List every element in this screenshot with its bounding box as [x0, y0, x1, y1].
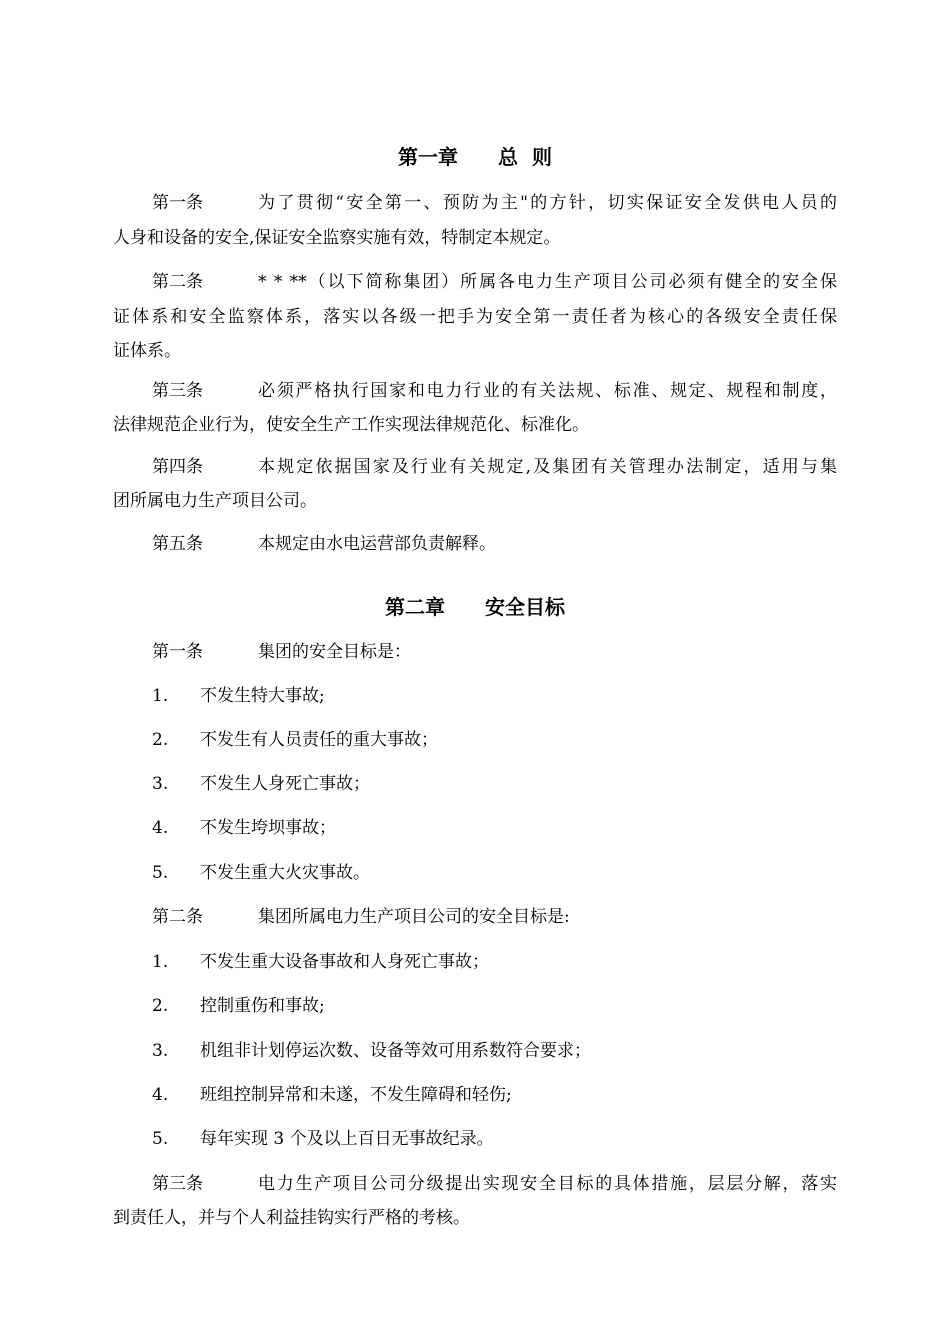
article-text: 集团所属电力生产项目公司的安全目标是:	[258, 907, 570, 927]
article-label: 第二条	[152, 907, 203, 927]
list-item-number: 3.	[152, 774, 169, 794]
list-item-number: 3.	[152, 1041, 169, 1061]
list-item-text: 不发生人身死亡事故；	[200, 774, 370, 794]
ch1-article-3	[152, 380, 837, 402]
article-text: 集团的安全目标是：	[258, 642, 411, 662]
list-item	[152, 817, 336, 839]
article-label: 第二条	[152, 272, 203, 292]
list-item	[152, 1040, 591, 1062]
list-item	[152, 729, 438, 751]
list-item-number: 5.	[152, 863, 169, 883]
list-item-text: 机组非计划停运次数、设备等效可用系数符合要求；	[200, 1041, 591, 1061]
article-text: 必须严格执行国家和电力行业的有关法规、标准、规定、规程和制度，	[258, 381, 837, 401]
list-item-number: 4.	[152, 1085, 169, 1105]
ch2-article-1	[152, 641, 411, 663]
list-item-text: 不发生有人员责任的重大事故；	[200, 730, 438, 750]
list-item-text: 不发生重大设备事故和人身死亡事故；	[200, 952, 489, 972]
article-text: * * **（以下简称集团）所属各电力生产项目公司必须有健全的安全保	[258, 272, 837, 292]
list-item	[152, 951, 489, 973]
list-item-number: 2.	[152, 996, 169, 1016]
list-item	[152, 995, 325, 1017]
list-item-text: 班组控制异常和未遂，不发生障碍和轻伤;	[200, 1085, 512, 1105]
ch1-article-2-cont: 证体系和安全监察体系，落实以各级一把手为安全第一责任者为核心的各级安全责任保	[113, 307, 837, 327]
article-text: 电力生产项目公司分级提出实现安全目标的具体措施，层层分解，落实	[258, 1174, 837, 1194]
list-item-text: 不发生垮坝事故；	[200, 818, 336, 838]
ch1-article-3-cont: 法律规范企业行为，使安全生产工作实现法律规范化、标准化。	[113, 415, 589, 435]
chapter-1-title: 第一章 总 则	[398, 145, 552, 169]
article-text: 本规定由水电运营部负责解释。	[258, 534, 496, 554]
article-label: 第一条	[152, 193, 203, 213]
ch1-article-2-cont: 证体系。	[113, 341, 181, 361]
list-item	[152, 685, 325, 707]
list-item	[152, 1084, 512, 1106]
list-item-text: 不发生重大火灾事故。	[200, 863, 370, 883]
article-label: 第三条	[152, 381, 203, 401]
list-item-number: 1.	[152, 952, 169, 972]
ch1-article-2	[152, 271, 837, 293]
article-label: 第一条	[152, 642, 203, 662]
list-item-number: 4.	[152, 818, 169, 838]
article-text: 为了贯彻“安全第一、预防为主"的方针，切实保证安全发供电人员的	[258, 193, 837, 213]
article-label: 第四条	[152, 457, 203, 477]
ch1-article-1-cont: 人身和设备的安全,保证安全监察实施有效，特制定本规定。	[113, 228, 561, 248]
ch1-article-5	[152, 533, 496, 555]
list-item-text: 不发生特大事故;	[200, 686, 325, 706]
article-text: 本规定依据国家及行业有关规定,及集团有关管理办法制定，适用与集	[258, 457, 837, 477]
ch2-article-3-cont: 到责任人，并与个人利益挂钩实行严格的考核。	[113, 1208, 470, 1228]
list-item	[152, 862, 370, 884]
list-item	[152, 1128, 494, 1150]
chapter-2-title: 第二章 安全目标	[385, 595, 565, 619]
article-label: 第三条	[152, 1174, 203, 1194]
ch2-article-3	[152, 1173, 837, 1195]
list-item-number: 5.	[152, 1129, 169, 1149]
list-item	[152, 773, 370, 795]
list-item-number: 1.	[152, 686, 169, 706]
ch2-article-2	[152, 906, 570, 928]
ch1-article-1	[152, 192, 837, 214]
list-item-text: 控制重伤和事故;	[200, 996, 325, 1016]
ch1-article-4-cont: 团所属电力生产项目公司。	[113, 491, 317, 511]
list-item-number: 2.	[152, 730, 169, 750]
article-label: 第五条	[152, 534, 203, 554]
ch1-article-4	[152, 456, 837, 478]
list-item-text: 每年实现 3 个及以上百日无事故纪录。	[200, 1129, 494, 1149]
